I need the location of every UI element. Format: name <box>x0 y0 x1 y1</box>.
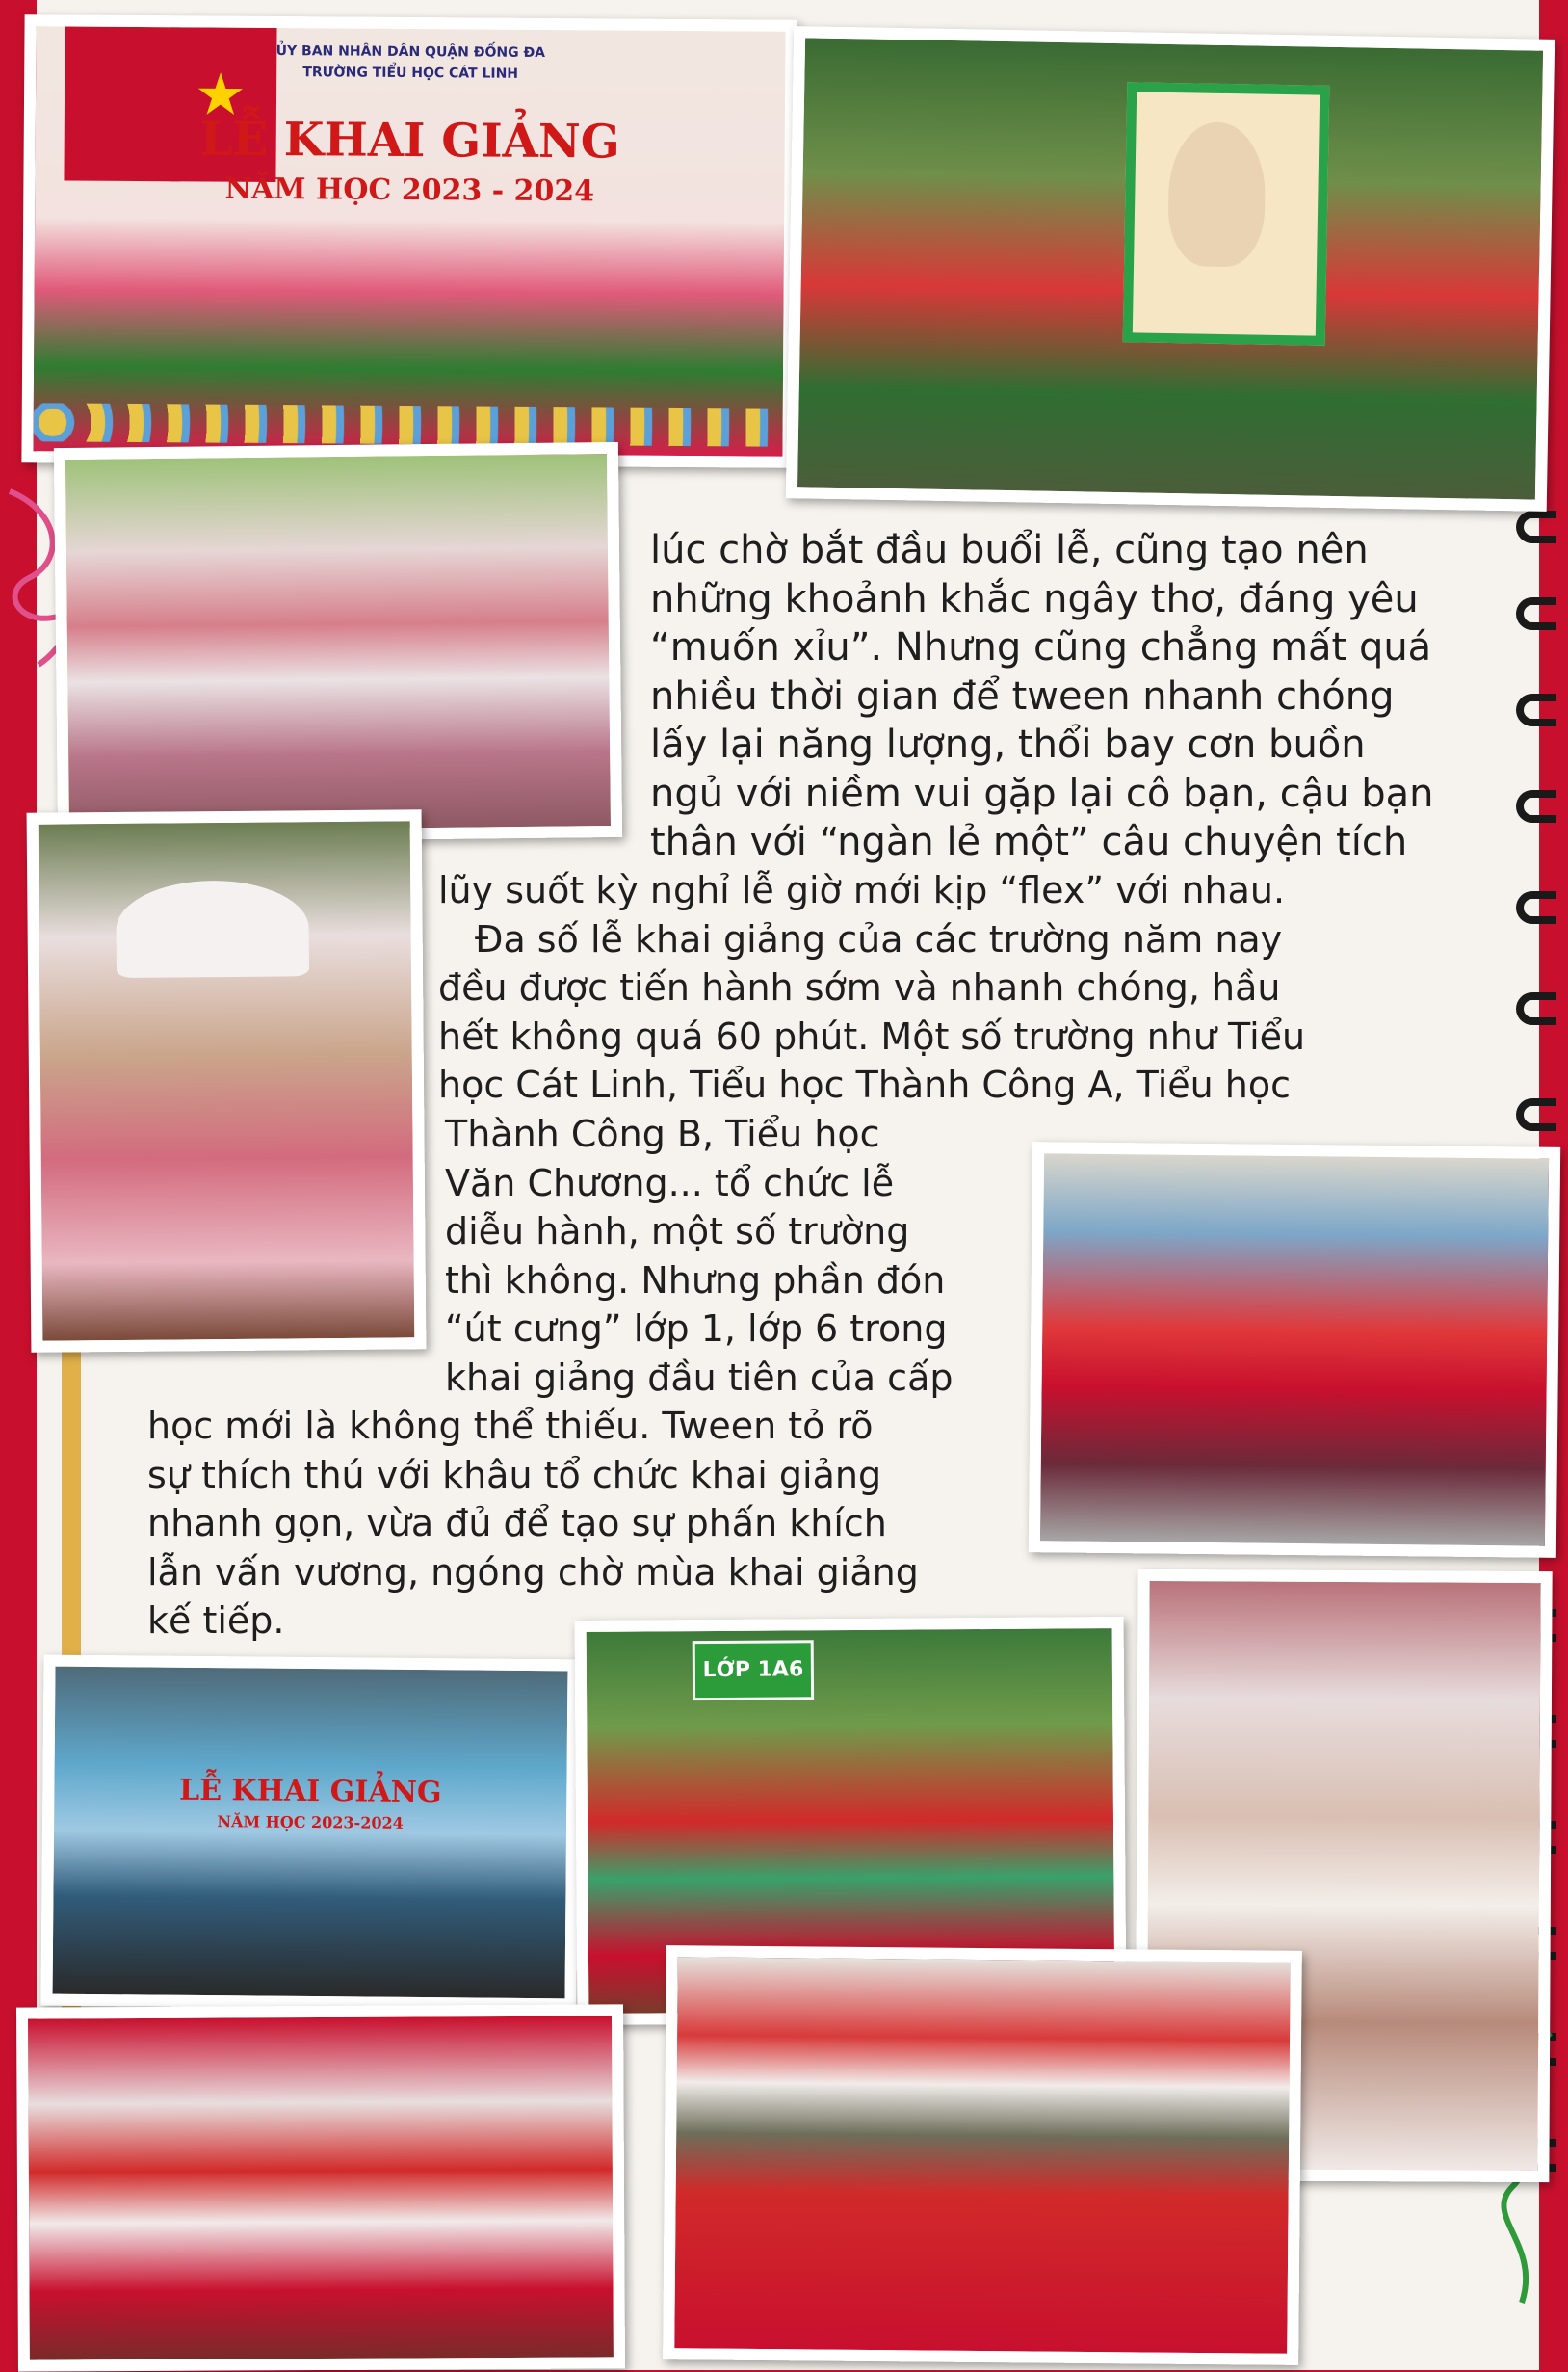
stage2-year: NĂM HỌC 2023-2024 <box>217 1812 404 1832</box>
article-line: đều được tiến hành sớm và nhanh chóng, hầu <box>438 966 1281 1009</box>
article-line: Thành Công B, Tiểu học <box>445 1113 880 1155</box>
article-line: hết không quá 60 phút. Một số trường như Tiểu <box>438 1015 1306 1058</box>
article-text-narrow <box>445 1110 999 1402</box>
article-line: nhanh gọn, vừa đủ để tạo sự phấn khích <box>147 1502 887 1544</box>
stage-title: LỄ KHAI GIẢNG <box>199 112 620 170</box>
photo-stage-performance <box>21 14 797 468</box>
binder-ring-icon <box>1516 511 1556 543</box>
article-text-mid <box>438 866 1445 1110</box>
stage-committee-text: ỦY BAN NHÂN DÂN QUẬN ĐỐNG ĐA <box>275 43 546 61</box>
article-line: ngủ với niềm vui gặp lại cô bạn, cậu bạn <box>650 771 1434 816</box>
binder-ring-icon <box>1516 891 1556 924</box>
article-line: Đa số lễ khai giảng của các trường năm nay <box>475 917 1283 961</box>
article-line: “muốn xỉu”. Nhưng cũng chẳng mất quá <box>650 625 1432 670</box>
article-line: lúc chờ bắt đầu buổi lễ, cũng tạo nên <box>650 528 1369 572</box>
star-icon: ★ <box>194 61 248 129</box>
article-line: Văn Chương... tổ chức lễ <box>445 1161 895 1204</box>
binder-ring-icon <box>1516 790 1556 823</box>
photo-portrait-procession <box>786 26 1555 512</box>
photo-seated-students <box>54 442 622 843</box>
photo-flag-parade <box>16 2004 625 2371</box>
article-line: khai giảng đầu tiên của cấp <box>445 1356 954 1399</box>
article-line: lấy lại năng lượng, thổi bay cơn buồn <box>650 723 1366 767</box>
article-line: thân với “ngàn lẻ một” câu chuyện tích <box>650 820 1408 864</box>
article-line: lẫn vấn vương, ngóng chờ mùa khai giảng <box>147 1550 919 1594</box>
article-line: những khoảnh khắc ngây thơ, đáng yêu <box>650 576 1419 621</box>
binder-ring-icon <box>1516 694 1556 726</box>
article-line: học mới là không thể thiếu. Tween tỏ rõ <box>147 1405 874 1447</box>
article-text-bottom <box>147 1402 995 1646</box>
photo-stage-assembly <box>40 1655 579 2011</box>
article-line: kế tiếp. <box>147 1599 285 1642</box>
article-text-top <box>650 526 1445 867</box>
photo-red-courtyard <box>663 1945 1302 2365</box>
article-line: lũy suốt kỳ nghỉ lễ giờ mới kịp “flex” với nhau. <box>438 869 1286 911</box>
balloons <box>34 403 783 446</box>
stage-year: NĂM HỌC 2023 - 2024 <box>224 171 595 209</box>
article-line: “út cưng” lớp 1, lớp 6 trong <box>445 1307 948 1350</box>
article-line: thì không. Nhưng phần đón <box>445 1258 946 1302</box>
portrait-face <box>1167 121 1267 268</box>
stage2-title: LỄ KHAI GIẢNG <box>178 1773 442 1810</box>
binder-ring-icon <box>1516 597 1556 630</box>
class-sign: LỚP 1A6 <box>693 1640 814 1700</box>
binder-ring-icon <box>1516 992 1556 1025</box>
paper-hat <box>116 880 309 978</box>
article-line: nhiều thời gian để tween nhanh chóng <box>650 673 1395 719</box>
photo-boy-scout-hat <box>27 809 427 1353</box>
binder-ring-icon <box>1516 1098 1556 1131</box>
article-line: diễu hành, một số trường <box>445 1210 910 1252</box>
photo-saluting-girls <box>1029 1142 1560 1558</box>
article-line: sự thích thú với khâu tổ chức khai giảng <box>147 1453 882 1496</box>
article-line: học Cát Linh, Tiểu học Thành Công A, Tiểu học <box>438 1064 1292 1106</box>
stage-school-text: TRƯỜNG TIỂU HỌC CÁT LINH <box>302 65 519 82</box>
